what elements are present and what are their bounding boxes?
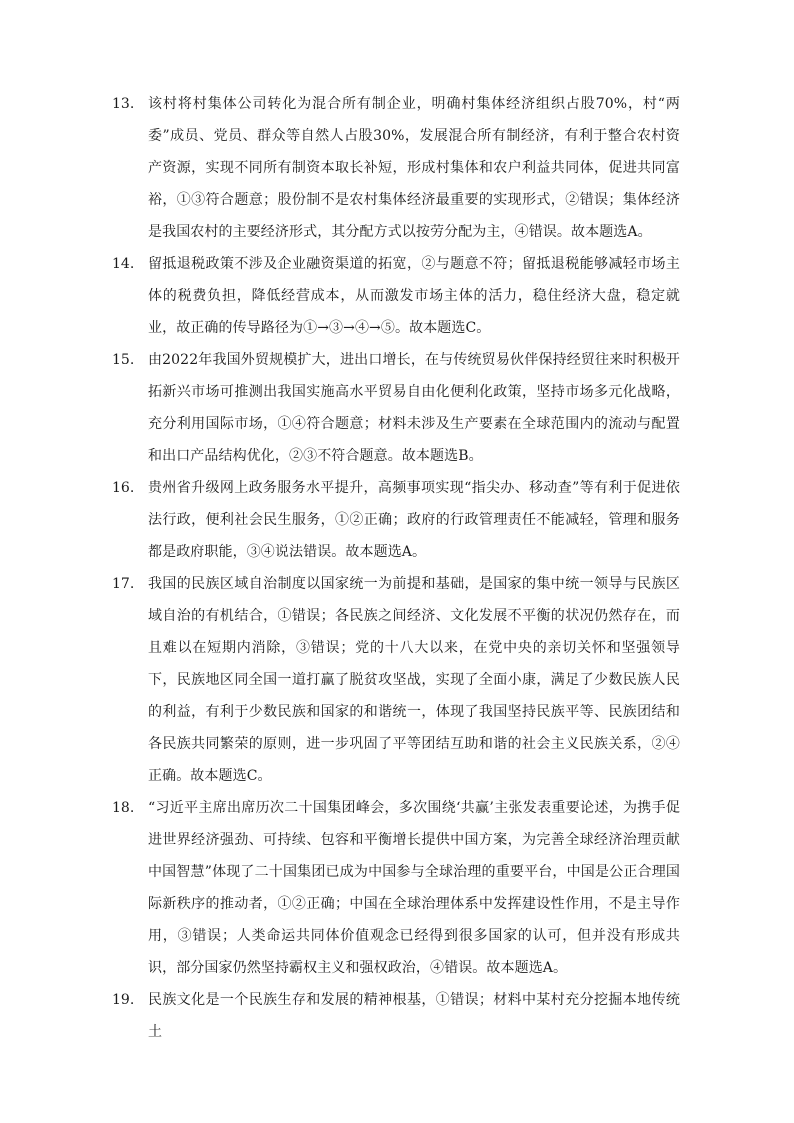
answer-text: 贵州省升级网上政务服务水平提升，高频事项实现“指尖办、移动查”等有利于促进依法行政，便利社会民生服务，①②正确；政府的行政管理责任不能减轻，管理和服务都是政府职能，③④说法错误。故本题选A。 (148, 480, 680, 560)
answer-item-16 (112, 472, 680, 568)
answer-number: 16. (112, 480, 135, 496)
answer-item-17 (112, 568, 680, 792)
answer-item-18 (112, 792, 680, 984)
answer-text: 民族文化是一个民族生存和发展的精神根基，①错误；材料中某村充分挖掘本地传统土 (148, 992, 680, 1040)
answer-text: 我国的民族区域自治制度以国家统一为前提和基础，是国家的集中统一领导与民族区域自治的有机结合，①错误；各民族之间经济、文化发展不平衡的状况仍然存在，而且难以在短期内消除，③错误；党的十八大以来，在党中央的亲切关怀和坚强领导下，民族地区同全国一道打赢了脱贫攻坚战，实现了全面小康，满足了少数民族人民的利益，有利于少数民族和国家的和谐统一，体现了我国坚持民族平等、民族团结和各民族共同繁荣的原则，进一步巩固了平等团结互助和谐的社会主义民族关系，②④正确。故本题选C。 (148, 576, 680, 784)
answer-item-14 (112, 248, 680, 344)
answer-text: 该村将村集体公司转化为混合所有制企业，明确村集体经济组织占股70%，村“两委”成员、党员、群众等自然人占股30%，发展混合所有制经济，有利于整合农村资产资源，实现不同所有制资本取长补短，形成村集体和农户利益共同体，促进共同富裕，①③符合题意；股份制不是农村集体经济最重要的实现形式，②错误；集体经济是我国农村的主要经济形式，其分配方式以按劳分配为主，④错误。故本题选A。 (148, 96, 680, 240)
answer-number: 14. (112, 256, 135, 272)
answer-text: 留抵退税政策不涉及企业融资渠道的拓宽，②与题意不符；留抵退税能够减轻市场主体的税费负担，降低经营成本，从而激发市场主体的活力，稳住经济大盘，稳定就业，故正确的传导路径为①→③→④→⑤。故本题选C。 (148, 256, 680, 336)
answer-number: 19. (112, 992, 135, 1008)
answer-text: 由2022年我国外贸规模扩大，进出口增长，在与传统贸易伙伴保持经贸往来时积极开拓新兴市场可推测出我国实施高水平贸易自由化便利化政策，坚持市场多元化战略，充分利用国际市场，①④符合题意；材料未涉及生产要素在全球范围内的流动与配置和出口产品结构优化，②③不符合题意。故本题选B。 (148, 352, 680, 464)
answer-item-19 (112, 984, 680, 1048)
answer-text: “习近平主席出席历次二十国集团峰会，多次围绕‘共赢’主张发表重要论述，为携手促进世界经济强劲、可持续、包容和平衡增长提供中国方案，为完善全球经济治理贡献中国智慧”体现了二十国集团已成为中国参与全球治理的重要平台，中国是公正合理国际新秩序的推动者，①②正确；中国在全球治理体系中发挥建设性作用，不是主导作用，③错误；人类命运共同体价值观念已经得到很多国家的认可，但并没有形成共识，部分国家仍然坚持霸权主义和强权政治，④错误。故本题选A。 (148, 800, 680, 976)
answer-list (112, 88, 680, 1048)
answer-number: 17. (112, 576, 135, 592)
answer-number: 15. (112, 352, 135, 368)
answer-item-15 (112, 344, 680, 472)
answer-number: 18. (112, 800, 135, 816)
answer-item-13 (112, 88, 680, 248)
answer-number: 13. (112, 96, 135, 112)
